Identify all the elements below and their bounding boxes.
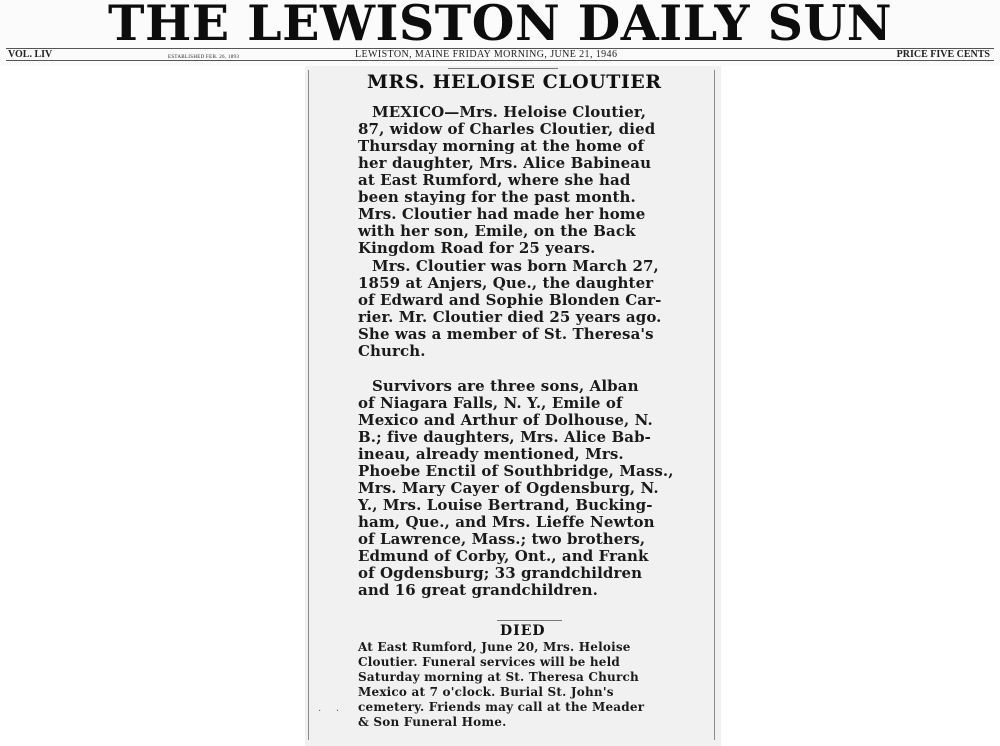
text-line: Thursday morning at the home of [358, 137, 645, 155]
text-line: She was a member of St. Theresa's [358, 325, 654, 343]
text-line: at East Rumford, where she had [358, 171, 631, 189]
text-line: been staying for the past month. [358, 188, 636, 206]
notice-line: Mexico at 7 o'clock. Burial St. John's [358, 685, 614, 699]
text-line: Y., Mrs. Louise Bertrand, Bucking- [358, 496, 653, 514]
text-line: Church. [358, 342, 426, 360]
text-line: ineau, already mentioned, Mrs. [358, 445, 624, 463]
paragraph-3 [358, 378, 714, 599]
price-label: PRICE FIVE CENTS [896, 49, 990, 60]
text-line: of Lawrence, Mass.; two brothers, [358, 530, 646, 548]
notice-line: Saturday morning at St. Theresa Church [358, 670, 639, 684]
column-rule-left [308, 70, 309, 740]
notice-line: cemetery. Friends may call at the Meader [358, 700, 645, 714]
notice-line: & Son Funeral Home. [358, 715, 507, 729]
text-line: Mexico and Arthur of Dolhouse, N. [358, 411, 653, 429]
text-line: 87, widow of Charles Cloutier, died [358, 120, 656, 138]
text-line: and 16 great grandchildren. [358, 581, 598, 599]
died-heading: DIED [500, 623, 546, 639]
text-line: rier. Mr. Cloutier died 25 years ago. [358, 308, 662, 326]
column-rule-right [714, 70, 715, 740]
notice-rule [497, 620, 562, 621]
text-line: 1859 at Anjers, Que., the daughter [358, 274, 654, 292]
masthead [0, 0, 1000, 66]
text-line: MEXICO—Mrs. Heloise Cloutier, [372, 103, 647, 121]
text-line: Mrs. Cloutier was born March 27, [372, 257, 659, 275]
text-line: Mrs. Cloutier had made her home [358, 205, 646, 223]
text-line: of Edward and Sophie Blonden Car- [358, 291, 662, 309]
text-line: of Niagara Falls, N. Y., Emile of [358, 394, 623, 412]
dateline: LEWISTON, MAINE FRIDAY MORNING, JUNE 21, 1946 [355, 49, 618, 60]
text-line: Mrs. Mary Cayer of Ogdensburg, N. [358, 479, 659, 497]
notice-line: Cloutier. Funeral services will be held [358, 655, 620, 669]
text-line: Kingdom Road for 25 years. [358, 239, 596, 257]
text-line: Phoebe Enctil of Southbridge, Mass., [358, 462, 674, 480]
notice-line: At East Rumford, June 20, Mrs. Heloise [358, 640, 631, 654]
text-line: of Ogdensburg; 33 grandchildren [358, 564, 643, 582]
death-notice [358, 640, 708, 730]
text-line: Edmund of Corby, Ont., and Frank [358, 547, 649, 565]
newspaper-title: THE LEWISTON DAILY SUN [108, 0, 892, 52]
established-label: ESTABLISHED FEB. 26, 1893 [168, 55, 240, 60]
text-line: B.; five daughters, Mrs. Alice Bab- [358, 428, 652, 446]
text-line: her daughter, Mrs. Alice Babineau [358, 154, 652, 172]
folio-rule-bottom [6, 60, 994, 61]
paragraph-1 [358, 104, 714, 257]
paragraph-2 [358, 258, 714, 360]
volume-label: VOL. LIV [8, 49, 53, 60]
article-headline: MRS. HELOISE CLOUTIER [367, 71, 662, 93]
print-specks: · · [318, 706, 346, 717]
headline-rule [448, 68, 558, 69]
text-line: Survivors are three sons, Alban [372, 377, 639, 395]
text-line: ham, Que., and Mrs. Lieffe Newton [358, 513, 655, 531]
text-line: with her son, Emile, on the Back [358, 222, 636, 240]
